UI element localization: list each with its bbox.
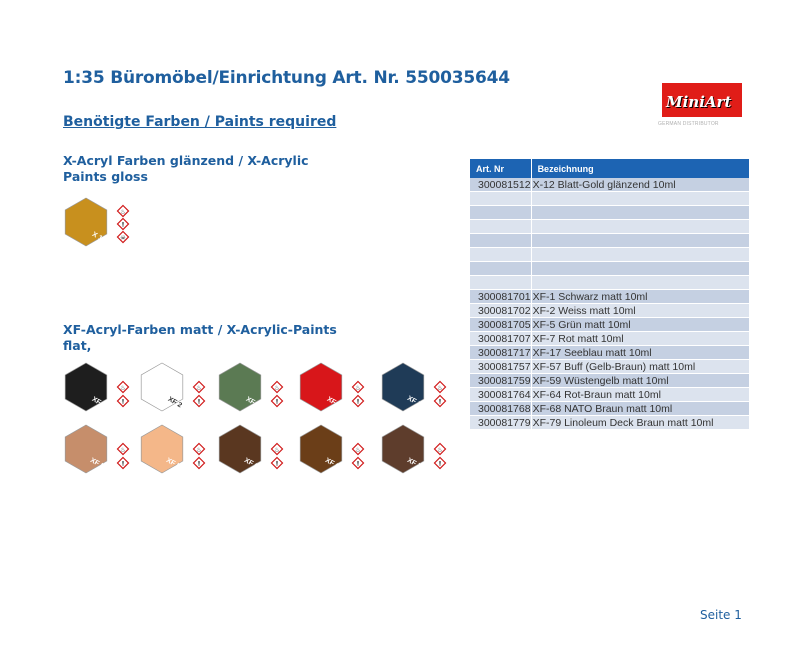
paints-required-heading: Benötigte Farben / Paints required bbox=[63, 114, 337, 130]
svg-text:!: ! bbox=[197, 460, 201, 468]
svg-text:!: ! bbox=[121, 460, 125, 468]
svg-text:♨: ♨ bbox=[196, 384, 202, 392]
art-nr-cell: 300081757 bbox=[470, 360, 531, 374]
paint-code-label: XF 17 bbox=[405, 394, 426, 411]
paint-code-label: XF 2 bbox=[166, 395, 183, 410]
table-row bbox=[470, 416, 750, 430]
hazard-icon bbox=[194, 382, 205, 393]
bezeichnung-cell bbox=[531, 276, 749, 290]
svg-text:!: ! bbox=[356, 398, 360, 406]
paint-pot-flat bbox=[137, 424, 217, 474]
art-nr-cell: 300081702 bbox=[470, 304, 531, 318]
table-row bbox=[470, 318, 750, 332]
art-nr-cell: 300081768 bbox=[470, 402, 531, 416]
svg-text:!: ! bbox=[275, 398, 279, 406]
svg-text:♨: ♨ bbox=[274, 384, 280, 392]
bezeichnung-cell: XF-2 Weiss matt 10ml bbox=[531, 304, 749, 318]
svg-text:!: ! bbox=[438, 398, 442, 406]
art-nr-cell: 300081512 bbox=[470, 178, 531, 192]
table-row bbox=[470, 234, 750, 248]
svg-text:☠: ☠ bbox=[120, 234, 126, 242]
art-nr-cell bbox=[470, 206, 531, 220]
bezeichnung-cell: X-12 Blatt-Gold glänzend 10ml bbox=[531, 178, 749, 192]
svg-text:!: ! bbox=[356, 460, 360, 468]
miniart-logo bbox=[660, 83, 743, 128]
hazard-icon bbox=[118, 444, 129, 455]
paint-code-label: XF 7 bbox=[325, 395, 342, 410]
bezeichnung-cell: XF-17 Seeblau matt 10ml bbox=[531, 346, 749, 360]
table-row bbox=[470, 304, 750, 318]
paint-code-label: XF 52 bbox=[164, 456, 185, 473]
paint-pot-gloss bbox=[61, 197, 141, 247]
hazard-icon bbox=[435, 396, 446, 407]
hazard-icon bbox=[118, 382, 129, 393]
art-nr-cell: 300081759 bbox=[470, 374, 531, 388]
hazard-icon bbox=[353, 382, 364, 393]
hazard-icon bbox=[118, 219, 129, 230]
table-row bbox=[470, 262, 750, 276]
table-row bbox=[470, 178, 750, 192]
paint-code-label: XF 79 bbox=[405, 456, 426, 473]
paint-pot-flat bbox=[378, 362, 458, 412]
logo-brand: MiniArt bbox=[666, 93, 732, 111]
paint-pot-flat bbox=[137, 362, 217, 412]
art-nr-cell: 300081779 bbox=[470, 416, 531, 430]
svg-text:!: ! bbox=[438, 460, 442, 468]
paint-pot-flat bbox=[215, 362, 295, 412]
table-row bbox=[470, 276, 750, 290]
art-nr-cell: 300081705 bbox=[470, 318, 531, 332]
hazard-icon bbox=[194, 396, 205, 407]
paint-pot-flat bbox=[61, 362, 141, 412]
art-nr-cell bbox=[470, 262, 531, 276]
bezeichnung-cell: XF-59 Wüstengelb matt 10ml bbox=[531, 374, 749, 388]
table-row bbox=[470, 388, 750, 402]
hazard-icon bbox=[435, 382, 446, 393]
bezeichnung-cell bbox=[531, 220, 749, 234]
bezeichnung-cell: XF-64 Rot-Braun matt 10ml bbox=[531, 388, 749, 402]
art-nr-cell bbox=[470, 192, 531, 206]
paint-pot-flat bbox=[215, 424, 295, 474]
table-row bbox=[470, 192, 750, 206]
bezeichnung-cell: XF-1 Schwarz matt 10ml bbox=[531, 290, 749, 304]
logo-tagline: GERMAN DISTRIBUTOR bbox=[658, 121, 719, 127]
page-title: 1:35 Büromöbel/Einrichtung Art. Nr. 550035644 bbox=[63, 68, 510, 88]
svg-text:♨: ♨ bbox=[355, 384, 361, 392]
hazard-icon bbox=[118, 232, 129, 243]
bezeichnung-cell: XF-57 Buff (Gelb-Braun) matt 10ml bbox=[531, 360, 749, 374]
hazard-icon bbox=[272, 444, 283, 455]
art-nr-cell bbox=[470, 220, 531, 234]
paint-code-label: XF 1 bbox=[90, 395, 107, 410]
table-row bbox=[470, 360, 750, 374]
gloss-section-heading: X-Acryl Farben glänzend / X-Acrylic Paints gloss bbox=[63, 153, 309, 184]
svg-text:♨: ♨ bbox=[196, 446, 202, 454]
svg-text:♨: ♨ bbox=[355, 446, 361, 454]
bezeichnung-cell bbox=[531, 248, 749, 262]
hazard-icon bbox=[194, 458, 205, 469]
paint-code-label: XF 68 bbox=[323, 456, 344, 473]
hazard-icon bbox=[272, 458, 283, 469]
art-nr-cell: 300081717 bbox=[470, 346, 531, 360]
svg-text:!: ! bbox=[121, 398, 125, 406]
table-row bbox=[470, 332, 750, 346]
paint-pot-flat bbox=[378, 424, 458, 474]
paint-code-label: XF 5 bbox=[244, 395, 261, 410]
hazard-icon bbox=[118, 206, 129, 217]
table-row bbox=[470, 220, 750, 234]
art-nr-cell: 300081764 bbox=[470, 388, 531, 402]
art-nr-cell: 300081701 bbox=[470, 290, 531, 304]
bezeichnung-cell: XF-68 NATO Braun matt 10ml bbox=[531, 402, 749, 416]
svg-text:♨: ♨ bbox=[120, 384, 126, 392]
svg-text:♨: ♨ bbox=[120, 208, 126, 216]
hazard-icon bbox=[353, 444, 364, 455]
bezeichnung-cell bbox=[531, 206, 749, 220]
svg-text:!: ! bbox=[275, 460, 279, 468]
bezeichnung-cell: XF-79 Linoleum Deck Braun matt 10ml bbox=[531, 416, 749, 430]
hazard-icon bbox=[194, 444, 205, 455]
table-row bbox=[470, 290, 750, 304]
hazard-icon bbox=[353, 458, 364, 469]
paint-pot-flat bbox=[296, 424, 376, 474]
art-nr-cell bbox=[470, 276, 531, 290]
hazard-icon bbox=[272, 396, 283, 407]
art-nr-cell bbox=[470, 248, 531, 262]
table-row bbox=[470, 402, 750, 416]
bezeichnung-cell bbox=[531, 192, 749, 206]
table-row bbox=[470, 374, 750, 388]
flat-section-heading: XF-Acryl-Farben matt / X-Acrylic-Paints flat, bbox=[63, 322, 337, 353]
hazard-icon bbox=[118, 458, 129, 469]
svg-text:♨: ♨ bbox=[120, 446, 126, 454]
paint-pot-flat bbox=[61, 424, 141, 474]
art-nr-cell: 300081707 bbox=[470, 332, 531, 346]
bezeichnung-cell: XF-7 Rot matt 10ml bbox=[531, 332, 749, 346]
paint-code-label: X 12 bbox=[90, 231, 107, 245]
hazard-icon bbox=[353, 396, 364, 407]
table-row bbox=[470, 346, 750, 360]
svg-text:!: ! bbox=[121, 221, 125, 229]
svg-text:♨: ♨ bbox=[437, 384, 443, 392]
paint-code-label: XF 57 bbox=[88, 456, 109, 473]
hazard-icon bbox=[272, 382, 283, 393]
bezeichnung-cell: XF-5 Grün matt 10ml bbox=[531, 318, 749, 332]
hazard-icon bbox=[118, 396, 129, 407]
col-header-art-nr: Art. Nr bbox=[470, 159, 531, 178]
hazard-icon bbox=[435, 458, 446, 469]
paint-code-label: XF 64 bbox=[242, 456, 263, 473]
table-row bbox=[470, 248, 750, 262]
table-row bbox=[470, 206, 750, 220]
paints-table bbox=[470, 159, 750, 430]
svg-text:♨: ♨ bbox=[274, 446, 280, 454]
hazard-icon bbox=[435, 444, 446, 455]
art-nr-cell bbox=[470, 234, 531, 248]
svg-text:♨: ♨ bbox=[437, 446, 443, 454]
page-number: Seite 1 bbox=[700, 608, 742, 622]
bezeichnung-cell bbox=[531, 234, 749, 248]
bezeichnung-cell bbox=[531, 262, 749, 276]
svg-text:!: ! bbox=[197, 398, 201, 406]
col-header-bezeichnung: Bezeichnung bbox=[531, 159, 749, 178]
paint-pot-flat bbox=[296, 362, 376, 412]
